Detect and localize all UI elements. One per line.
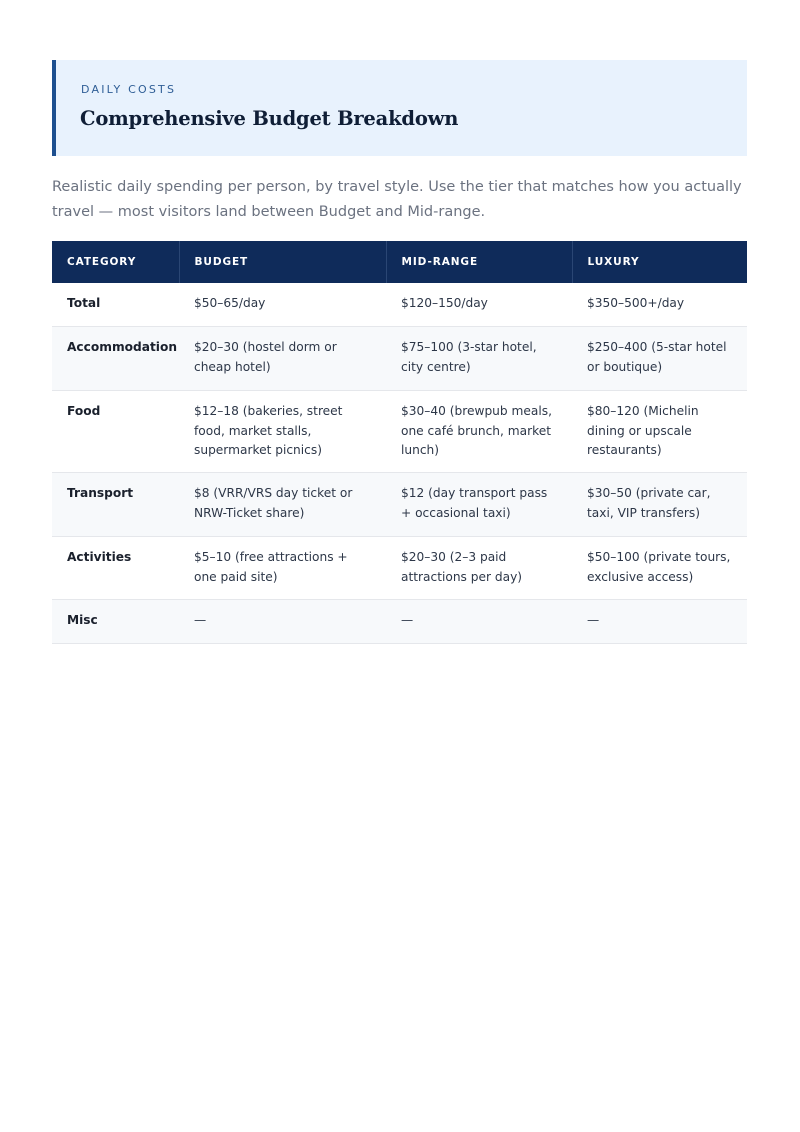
cell-budget: —: [179, 600, 386, 644]
table-row: [52, 600, 747, 644]
cell-mid-range: $12 (day transport pass + occasional taxi): [386, 473, 572, 537]
row-category: Food: [52, 391, 179, 473]
cell-mid-range: —: [386, 600, 572, 644]
table-header: [52, 241, 747, 283]
column-header-luxury: LUXURY: [572, 241, 747, 283]
cell-luxury: $350–500+/day: [572, 283, 747, 327]
column-header-category: CATEGORY: [52, 241, 179, 283]
column-header-mid-range: MID-RANGE: [386, 241, 572, 283]
cell-budget: $8 (VRR/VRS day ticket or NRW-Ticket share): [179, 473, 386, 537]
table-body: [52, 283, 747, 644]
cell-luxury: $50–100 (private tours, exclusive access): [572, 537, 747, 600]
table-row: [52, 473, 747, 537]
cell-mid-range: $120–150/day: [386, 283, 572, 327]
cell-budget: $20–30 (hostel dorm or cheap hotel): [179, 327, 386, 391]
row-category: Accommodation: [52, 327, 179, 391]
table-row: [52, 327, 747, 391]
row-category: Activities: [52, 537, 179, 600]
section-header: [52, 60, 747, 156]
table-row: [52, 283, 747, 327]
section-eyebrow: DAILY COSTS: [81, 83, 177, 96]
cell-budget: $12–18 (bakeries, street food, market stalls, supermarket picnics): [179, 391, 386, 473]
cell-budget: $50–65/day: [179, 283, 386, 327]
section-title: Comprehensive Budget Breakdown: [80, 107, 459, 130]
intro-paragraph: Realistic daily spending per person, by travel style. Use the tier that matches how you actually travel — most visitors land between Budget and Mid-range.: [52, 179, 742, 220]
cell-mid-range: $30–40 (brewpub meals, one café brunch, market lunch): [386, 391, 572, 473]
column-header-budget: BUDGET: [179, 241, 386, 283]
cell-mid-range: $20–30 (2–3 paid attractions per day): [386, 537, 572, 600]
budget-table: [52, 241, 747, 644]
table-header-row: [52, 241, 747, 283]
cell-budget: $5–10 (free attractions + one paid site): [179, 537, 386, 600]
cell-luxury: $250–400 (5-star hotel or boutique): [572, 327, 747, 391]
cell-luxury: $30–50 (private car, taxi, VIP transfers): [572, 473, 747, 537]
cell-mid-range: $75–100 (3-star hotel, city centre): [386, 327, 572, 391]
cell-luxury: —: [572, 600, 747, 644]
table-row: [52, 537, 747, 600]
cell-luxury: $80–120 (Michelin dining or upscale restaurants): [572, 391, 747, 473]
table-row: [52, 391, 747, 473]
row-category: Misc: [52, 600, 179, 644]
row-category: Transport: [52, 473, 179, 537]
row-category: Total: [52, 283, 179, 327]
